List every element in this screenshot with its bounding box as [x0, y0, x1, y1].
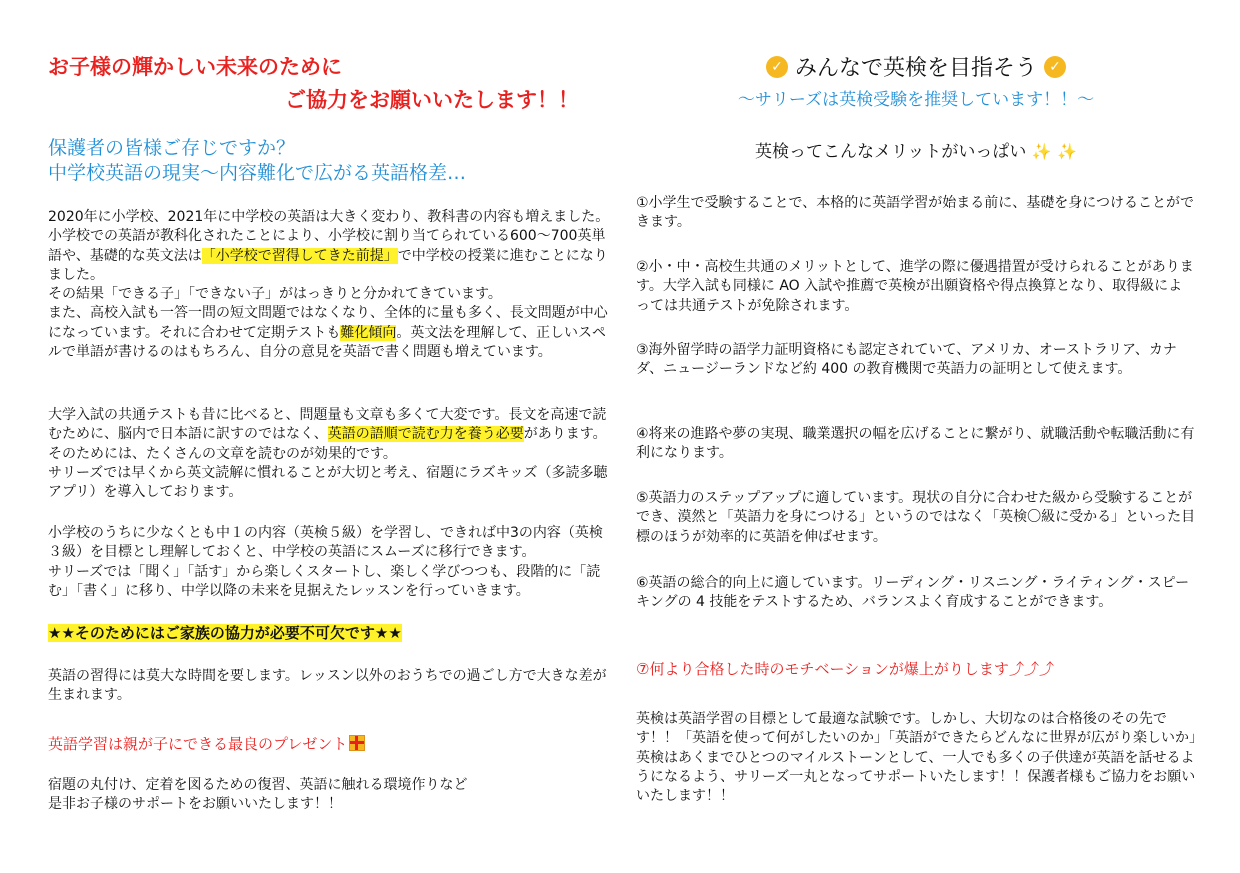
- banner-text: ★★そのためにはご家族の協力が必要不可欠です★★: [48, 624, 402, 642]
- best-present-heading: [48, 733, 365, 754]
- left-title-line2: ご協力をお願いいたします！！: [285, 88, 579, 112]
- text-segment: また、高校入試も一答一問の短文問題ではなくなり、全体的に量も多く、長文問題が中心になっています。それに合わせて定期テストも: [48, 305, 608, 341]
- paragraph-line: 是非お子様のサポートをお願いいたします！！: [48, 796, 342, 813]
- present-text: 英語学習は親が子にできる最良のプレゼント: [48, 735, 348, 753]
- merit-heading: [636, 140, 1196, 164]
- merit-item-7: ⑦何より合格した時のモチベーションが爆上がりします⤴⤴⤴: [636, 660, 1054, 678]
- paragraph-university-exam: [48, 406, 610, 502]
- paragraph-line: 宿題の丸付け、定着を図るための復習、英語に触れる環境作りなど: [48, 777, 468, 793]
- highlight-difficulty: 難化傾向: [340, 324, 397, 341]
- left-subtitle-line1: 保護者の皆様ご存じですか？: [48, 137, 296, 159]
- text-segment: 小学校での英語が教科化されたことにより、小学校に割り当てられている600～700英単語や、基礎的な英文法は: [48, 228, 606, 264]
- paragraph-home-time: 英語の習得には莫大な時間を要します。レッスン以外のおうちでの過ごし方で大きな差が生まれます。: [48, 668, 607, 704]
- right-title-text: みんなで英検を目指そう: [794, 56, 1037, 81]
- left-title-line1: お子様の輝かしい未来のために: [48, 55, 342, 79]
- paragraph-support-request: [48, 776, 610, 815]
- text-segment: 大学入試の共通テストも昔に比べると、問題量も文章も多くて大変です。長文を高速で読むために、脳内で日本語に訳すのではなく、: [48, 407, 607, 443]
- thumbs-up-icon: ✓: [1044, 56, 1066, 78]
- paragraph-line: その結果「できる子」「できない子」がはっきりと分かれてきています。: [48, 286, 502, 303]
- highlight-word-order: 英語の語順で読む力を養う必要: [327, 426, 524, 443]
- paragraph-line: サリーズでは早くから英文読解に慣れることが大切と考え、宿題にラズキッズ（多読多聴アプリ）を導入しております。: [48, 464, 608, 501]
- paragraph-line: [48, 227, 610, 285]
- paragraph-elementary-goal: [48, 524, 610, 601]
- gift-icon: [349, 735, 365, 751]
- sparkle-icon: ✨: [1031, 142, 1052, 161]
- highlight-premise: 「小学校で習得してきた前提」: [201, 247, 398, 264]
- closing-paragraph: 英検は英語学習の目標として最適な試験です。しかし、大切なのは合格後のその先です！！「英語を使って何がしたいのか」「英語ができたらどんなに世界が広がり楽しいか」英検はあくまでひとつのマイルストーンとして、一人でも多くの子供達が英語を話せるようになるよう、サリーズ一丸となってサポートいたします！！保護者様もご協力をお願いいたします！！: [636, 711, 1196, 805]
- right-title: [636, 54, 1196, 84]
- paragraph-line: サリーズでは「聞く」「話す」から楽しくスタートし、楽しく学びつつも、段階的に「読む」「書く」に移り、中学以降の未来を見据えたレッスンを行っていきます。: [48, 563, 601, 599]
- merit-item-6: ⑥英語の総合的向上に適しています。リーディング・リスニング・ライティング・スピーキングの 4 技能をテストするため、バランスよく育成することができます。: [636, 575, 1190, 611]
- merit-heading-text: 英検ってこんなメリットがいっぱい: [755, 142, 1027, 162]
- merit-item-4: ④将来の進路や夢の実現、職業選択の幅を広げることに繋がり、就職活動や転職活動に有利になります。: [636, 426, 1195, 462]
- text-segment: 。英文法を理解して、正しいスペルで単語が書けるのはもちろん、自分の意見を英語で書く問題も増えています。: [48, 324, 607, 361]
- merit-item-5: ⑤英語力のステップアップに適しています。現状の自分に合わせた級から受験することができ、漠然と「英語力を身につける」というのではなく「英検〇級に受かる」といった目標のほうが効率的に英語を伸ばせます。: [636, 490, 1196, 545]
- merit-item-2: ②小・中・高校生共通のメリットとして、進学の際に優遇措置が受けられることがあります。大学入試も同様に AO 入試や推薦で英検が出願資格や得点換算となり、取得級によっては共通テストが免除されます。: [636, 259, 1194, 314]
- family-cooperation-banner: [48, 624, 402, 643]
- right-subtitle: ～サリーズは英検受験を推奨しています！！～: [737, 90, 1095, 110]
- paragraph-line: 2020年に小学校、2021年に中学校の英語は大きく変わり、教科書の内容も増えました。: [48, 209, 610, 225]
- paragraph-line: [48, 406, 610, 464]
- sparkle-icon: ✨: [1057, 142, 1077, 161]
- merit-item-3: ③海外留学時の語学力証明資格にも認定されていて、アメリカ、オーストラリア、カナダ、ニュージーランドなど約 400 の教育機関で英語力の証明として使えます。: [636, 342, 1177, 378]
- left-subtitle-line2: 中学校英語の現実～内容難化で広がる英語格差…: [48, 162, 467, 184]
- thumbs-up-icon: ✓: [766, 56, 788, 78]
- text-segment: があります。そのためには、たくさんの文章を読むのが効果的です。: [48, 426, 607, 462]
- paragraph-line: 小学校のうちに少なくとも中１の内容（英検５級）を学習し、できれば中3の内容（英検３級）を目標とし理解しておくと、中学校の英語にスムーズに移行できます。: [48, 525, 603, 561]
- paragraph-curriculum: [48, 208, 610, 362]
- merit-item-1: ①小学生で受験することで、本格的に英語学習が始まる前に、基礎を身につけることができます。: [636, 195, 1194, 231]
- paragraph-line: [48, 304, 610, 362]
- text-segment: で中学校の授業に進むことになりました。: [48, 247, 608, 283]
